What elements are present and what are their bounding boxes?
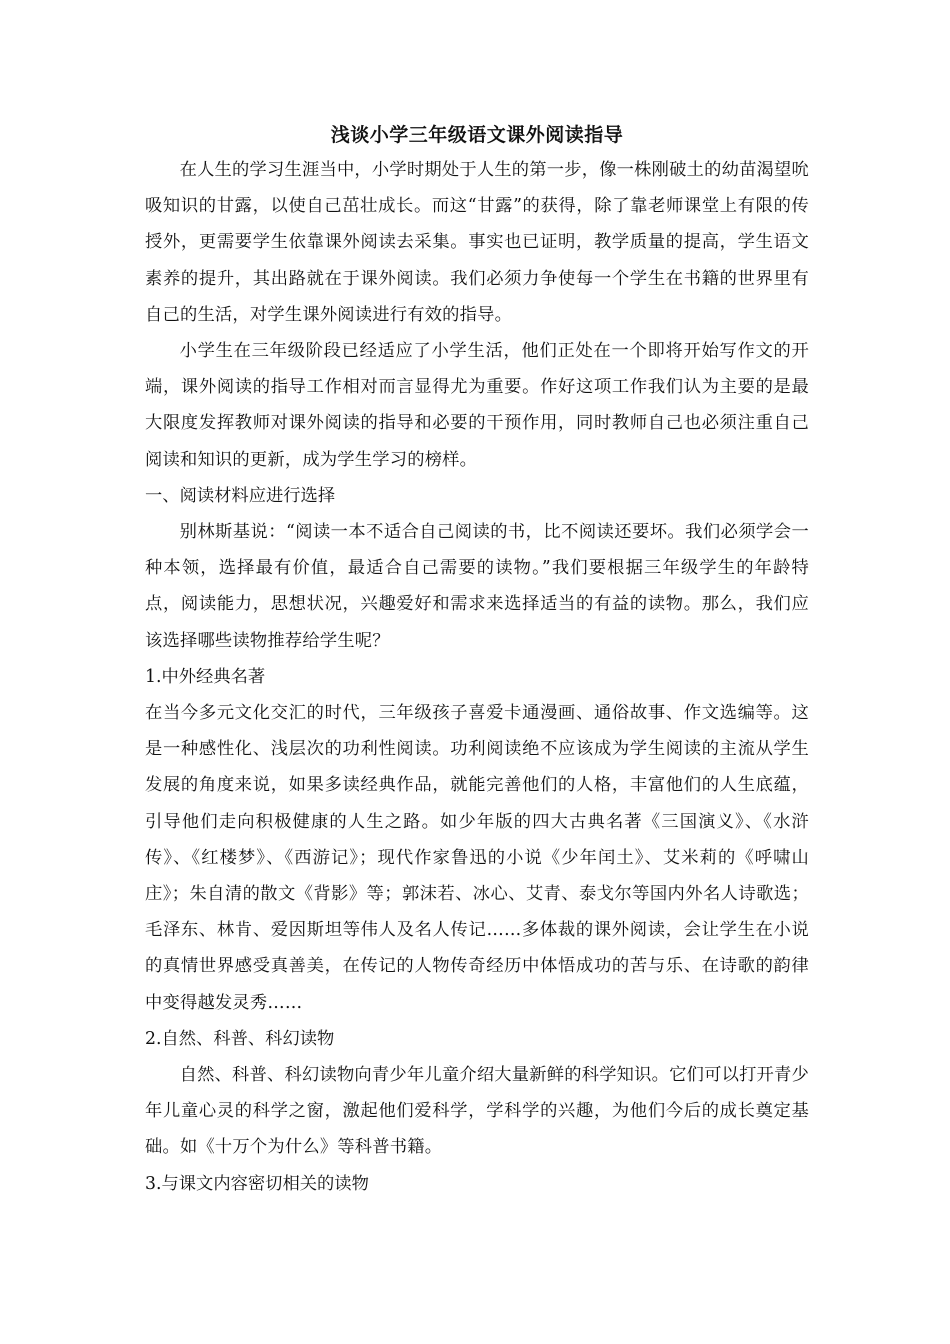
intro-paragraph: 在人生的学习生涯当中，小学时期处于人生的第一步，像一株刚破土的幼苗渴望吮吸知识的甘露，以使自己茁壮成长。而这“甘露”的获得，除了靠老师课堂上有限的传授外，更需要学生依靠课外阅读去采集。事实也已证明，教学质量的提高，学生语文素养的提升，其出路就在于课外阅读。我们必须力争使每一个学生在书籍的世界里有自己的生活，对学生课外阅读进行有效的指导。 (145, 160, 809, 325)
section-one-heading: 一、阅读材料应进行选择 (145, 485, 336, 506)
item-one-paragraph: 在当今多元文化交汇的时代，三年级孩子喜爱卡通漫画、通俗故事、作文选编等。这是一种感性化、浅层次的功利性阅读。功利阅读绝不应该成为学生阅读的主流从学生发展的角度来说，如果多读经典作品，就能完善他们的人格，丰富他们的人生底蕴，引导他们走向积极健康的人生之路。如少年版的四大古典名著《三国演义》、《水浒传》、《红楼梦》、《西游记》；现代作家鲁迅的小说《少年闰土》、艾米莉的《呼啸山庄》；朱自清的散文《背影》等；郭沫若、冰心、艾青、泰戈尔等国内外名人诗歌选；毛泽东、林肯、爱因斯坦等伟人及名人传记……多体裁的课外阅读，会让学生在小说的真情世界感受真善美，在传记的人物传奇经历中体悟成功的苦与乐、在诗歌的韵律中变得越发灵秀…… (145, 703, 809, 1013)
item-one-heading: 1.中外经典名著 (145, 666, 266, 687)
document-body (145, 118, 809, 1202)
document-title: 浅谈小学三年级语文课外阅读指导 (330, 124, 624, 146)
item-two-heading: 2.自然、科普、科幻读物 (145, 1028, 335, 1049)
item-two-paragraph: 自然、科普、科幻读物向青少年儿童介绍大量新鲜的科学知识。它们可以打开青少年儿童心灵的科学之窗，激起他们爱科学，学科学的兴趣，为他们今后的成长奠定基础。如《十万个为什么》等科普书籍。 (145, 1065, 809, 1158)
section-one-paragraph: 别林斯基说：“阅读一本不适合自己阅读的书，比不阅读还要坏。我们必须学会一种本领，选择最有价值，最适合自己需要的读物。”我们要根据三年级学生的年龄特点，阅读能力，思想状况，兴趣爱好和需求来选择适当的有益的读物。那么，我们应该选择哪些读物推荐给学生呢？ (145, 522, 809, 651)
item-three-heading: 3.与课文内容密切相关的读物 (145, 1173, 369, 1194)
second-paragraph: 小学生在三年级阶段已经适应了小学生活，他们正处在一个即将开始写作文的开端，课外阅读的指导工作相对而言显得尤为重要。作好这项工作我们认为主要的是最大限度发挥教师对课外阅读的指导和必要的干预作用，同时教师自己也必须注重自己阅读和知识的更新，成为学生学习的榜样。 (145, 341, 809, 470)
